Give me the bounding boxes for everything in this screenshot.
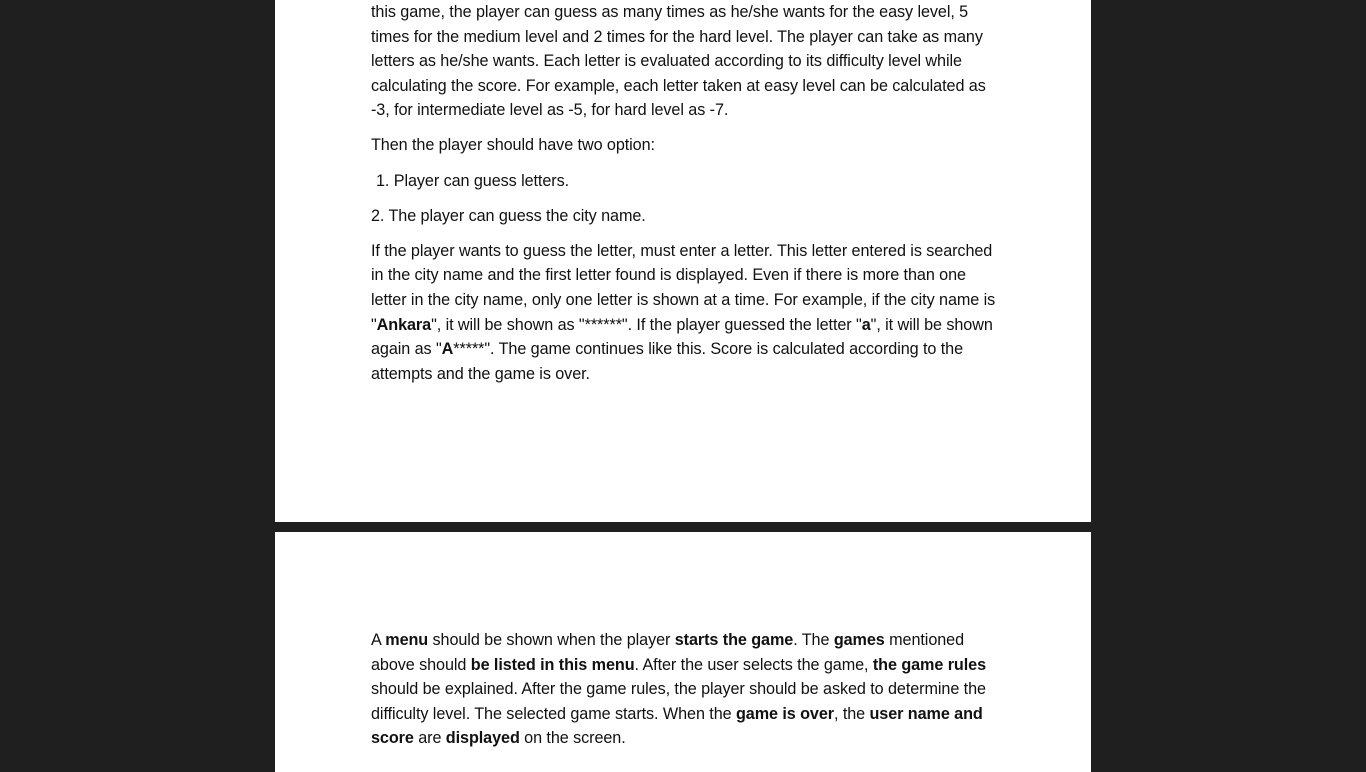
menu-text-9: on the screen. [519,729,626,748]
city-name-example: Ankara [376,315,432,334]
letter-guess-text-3: ", it will be shown again as " [371,315,993,359]
option-1-text: Player can guess letters. [393,171,570,190]
option-1-number: 1. [376,171,390,190]
document-page-1 [275,0,1091,522]
option-2-number: 2. [371,206,385,225]
menu-bold-user-score: user name and score [371,704,983,748]
letter-guess-text-2: ", it will be shown as "******". If the player guessed the letter " [431,315,862,334]
letter-guess-text-4: *****". The game continues like this. Score is calculated according to the attempts and the game is over. [371,340,963,383]
page-1-content [371,0,999,397]
menu-text-1: A [371,631,386,649]
menu-text-2: should be shown when the player [428,631,675,649]
menu-text-6: should be explained. After the game rules, the player should be asked to determine the difficulty level. The selected game starts. When the [371,680,986,723]
menu-text-7: , the [833,704,870,723]
menu-bold-game-rules: the game rules [872,655,986,674]
option-list-item-2 [371,204,999,229]
option-list-item-1 [371,169,999,194]
revealed-letter-example: A [441,340,454,359]
page-2-content [371,628,999,761]
game-rules-paragraph: this game, the player can guess as many times as he/she wants for the easy level, 5 times for the medium level and 2 times for the hard level. The player can take as many letters as he/she wants. Each letter is evaluated according to its difficulty level while calculating the score. For example, each letter taken at easy level can be calculated as -3, for intermediate level as -5, for hard level as -7. [371,3,986,120]
menu-bold-displayed: displayed [445,729,520,748]
menu-bold-listed: be listed in this menu [470,655,635,674]
option-2-text: The player can guess the city name. [388,206,646,225]
menu-text-5: . After the user selects the game, [634,655,873,674]
menu-text-4: mentioned above should [371,631,965,674]
menu-requirements-paragraph [371,628,999,751]
menu-text-8: are [413,729,446,748]
letter-guess-paragraph [371,239,999,387]
letter-guess-text-1: If the player wants to guess the letter, must enter a letter. This letter entered is searched in the city name and the first letter found is displayed. Even if there is more than one letter in the city name, only one letter is shown at a time. For example, if the city name is " [371,241,996,334]
menu-bold-starts-game: starts the game [674,631,794,649]
menu-bold-menu: menu [385,631,429,649]
document-page-2 [275,532,1091,772]
options-intro: Then the player should have two option: [371,136,655,155]
menu-bold-games: games [833,631,885,649]
menu-bold-game-over: game is over [735,704,834,723]
guessed-letter-example: a [861,315,871,334]
menu-text-3: . The [793,631,834,649]
